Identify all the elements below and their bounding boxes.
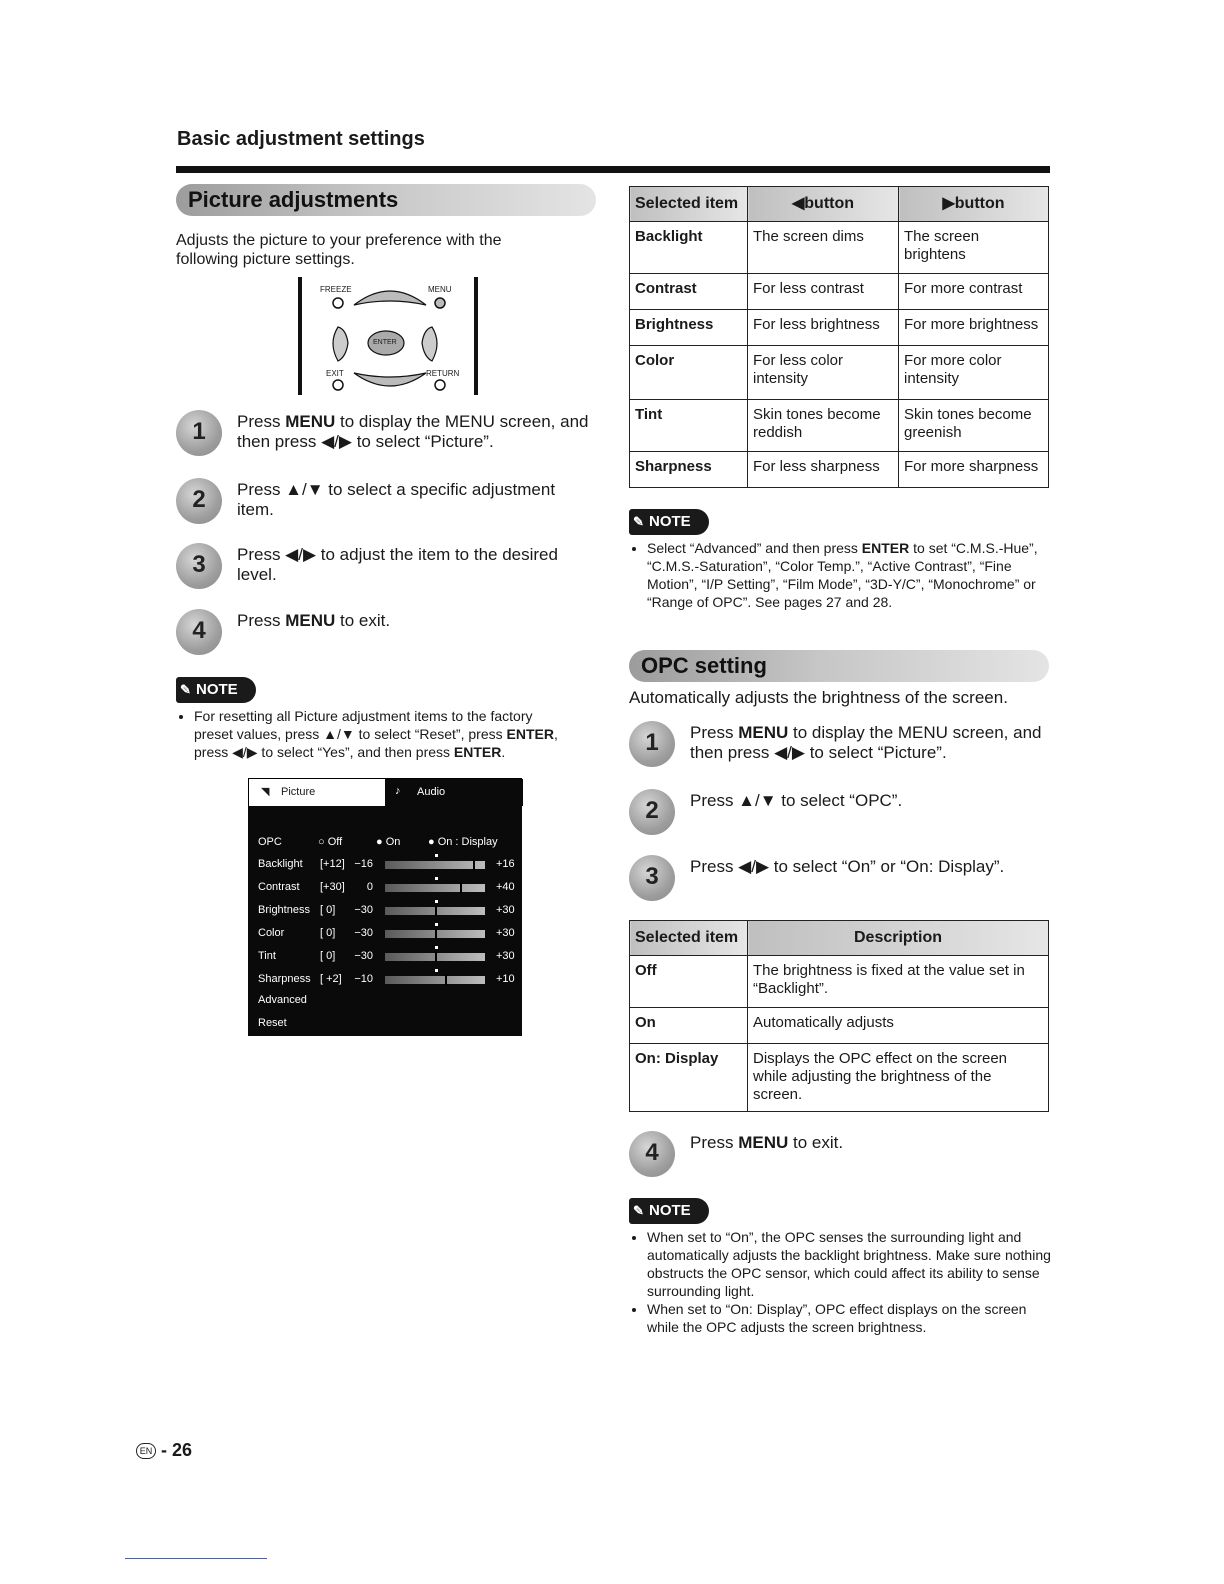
menu-row-min: −30 [354,950,373,962]
picture-note-badge: ✎ NOTE [176,677,256,703]
remote-exit-label: EXIT [326,369,344,378]
menu-row-label[interactable]: Sharpness [258,973,311,985]
header-selected-item: Selected item [630,187,748,222]
table-cell: The screen brightens [899,222,1049,274]
step-3-badge: 3 [176,543,222,589]
menu-row-slider[interactable] [385,953,485,961]
opc-setting-banner [629,650,1049,682]
table-cell: Contrast [630,274,748,310]
table-cell: Color [630,346,748,400]
table-cell: For less sharpness [748,452,899,488]
opc-note-item: • When set to “On”, the OPC senses the surrounding light and automatically adjusts the backlight brightness. Make sure nothing obstructs the OPC sensor, which could affect its ability to sense surrounding light. [647,1228,1054,1300]
header-rule [176,166,1050,173]
menu-row-max: +16 [496,858,515,870]
picture-icon: ◥ [261,786,270,798]
menu-row-slider[interactable] [385,907,485,915]
page-number [136,1440,192,1461]
footer-line [125,1558,267,1559]
table-cell: For more color intensity [899,346,1049,400]
picture-note-item: • For resetting all Picture adjustment items to the factory preset values, press ▲/▼ to select “Reset”, press ENTER, press ◀/▶ to select “Yes”, and then press ENTER. [194,707,601,761]
picture-note [176,707,601,761]
opc-step-1-text: Press MENU to display the MENU screen, and then press ◀/▶ to select “Picture”. [690,723,1042,762]
table-row [630,274,1049,310]
table-row [630,310,1049,346]
table-cell: Sharpness [630,452,748,488]
slider-indicator [473,860,475,870]
header-left-button: ◀button [748,187,899,222]
menu-row-slider[interactable] [385,861,485,869]
menu-reset[interactable]: Reset [258,1017,287,1029]
opc-note-badge: ✎ NOTE [629,1198,709,1224]
table-cell: The brightness is fixed at the value set in “Backlight”. [748,956,1049,1008]
picture-intro-line1: Adjusts the picture to your preference with the [176,232,502,249]
menu-row-label[interactable]: Color [258,927,285,939]
menu-row-min: 0 [366,881,373,893]
opc-option-on[interactable]: ● On [376,836,401,848]
menu-row-max: +40 [496,881,515,893]
picture-intro-line2: following picture settings. [176,251,355,268]
table-cell: Skin tones become greenish [899,400,1049,452]
header-description: Description [748,921,1049,956]
slider-indicator [435,929,437,939]
table-cell: Displays the OPC effect on the screen while adjusting the brightness of the screen. [748,1044,1049,1112]
remote-freeze-label: FREEZE [320,285,352,294]
slider-indicator [435,906,437,916]
slider-center-dot [435,969,438,972]
slider-center-dot [435,923,438,926]
menu-row-current: [ 0] [320,950,336,962]
table-cell: Backlight [630,222,748,274]
menu-row-max: +30 [496,904,515,916]
step-3-text: Press ◀/▶ to adjust the item to the desired level. [237,545,558,584]
section-title: Basic adjustment settings [177,128,425,150]
opc-step-4-text: Press MENU to exit. [690,1133,844,1152]
opc-intro: Automatically adjusts the brightness of the screen. [629,688,1008,707]
step-1-badge: 1 [176,410,222,456]
table-row [630,452,1049,488]
page-number-text: - 26 [161,1440,193,1460]
menu-row-slider[interactable] [385,930,485,938]
opc-step-3-text: Press ◀/▶ to select “On” or “On: Display”. [690,857,1005,876]
opc-step-1-badge: 1 [629,721,675,767]
audio-icon: ♪ [395,785,401,797]
table-cell: On: Display [630,1044,748,1112]
menu-row-min: −10 [354,973,373,985]
opc-note-item: • When set to “On: Display”, OPC effect displays on the screen while the OPC adjusts the screen brightness. [647,1300,1054,1336]
menu-row-slider[interactable] [385,976,485,984]
table-cell: For less contrast [748,274,899,310]
slider-indicator [445,975,447,985]
slider-center-dot [435,877,438,880]
header-selected-item: Selected item [630,921,748,956]
table-row [630,400,1049,452]
menu-advanced[interactable]: Advanced [258,994,307,1006]
table-cell: Off [630,956,748,1008]
opc-option-off[interactable]: ○ Off [318,836,343,848]
table-row [630,346,1049,400]
table-row [630,1008,1049,1044]
table-cell: The screen dims [748,222,899,274]
step-2-badge: 2 [176,478,222,524]
header-right-button: ▶button [899,187,1049,222]
table-cell: For less brightness [748,310,899,346]
menu-row-slider[interactable] [385,884,485,892]
menu-row-max: +30 [496,950,515,962]
menu-row-current: [+30] [320,881,345,893]
opc-step-3-badge: 3 [629,855,675,901]
menu-row-current: [ +2] [320,973,342,985]
opc-option-on-display[interactable]: ● On : Display [428,836,498,848]
table-cell: On [630,1008,748,1044]
table-cell: Brightness [630,310,748,346]
menu-row-max: +10 [496,973,515,985]
menu-row-label[interactable]: Tint [258,950,276,962]
slider-center-dot [435,900,438,903]
step-2-text: Press ▲/▼ to select a specific adjustment item. [237,480,556,519]
opc-table [629,920,1049,1112]
menu-row-min: −30 [354,927,373,939]
menu-row-min: −16 [354,858,373,870]
slider-center-dot [435,946,438,949]
table-cell: For more sharpness [899,452,1049,488]
tab-audio-label: Audio [417,786,446,798]
tab-audio[interactable] [385,779,523,806]
opc-step-2-text: Press ▲/▼ to select “OPC”. [690,791,903,810]
advanced-note [629,539,1049,611]
picture-menu-screen [248,778,522,1036]
opc-step-4-badge: 4 [629,1131,675,1177]
table-cell: Automatically adjusts [748,1008,1049,1044]
menu-row-current: [ 0] [320,927,336,939]
menu-tab-bar [248,778,522,805]
menu-row-current: [ 0] [320,904,336,916]
table-header-row [630,187,1049,222]
opc-row[interactable]: OPC [258,836,282,848]
table-cell: Tint [630,400,748,452]
slider-center-dot [435,854,438,857]
table-cell: For more contrast [899,274,1049,310]
table-row [630,956,1049,1008]
table-cell: For less color intensity [748,346,899,400]
button-effect-table [629,186,1049,488]
pencil-icon: ✎ [633,514,644,529]
opc-step-2-badge: 2 [629,789,675,835]
table-row [630,1044,1049,1112]
step-4-badge: 4 [176,609,222,655]
picture-adjustments-title: Picture adjustments [188,187,399,212]
pencil-icon: ✎ [180,682,191,697]
menu-row-min: −30 [354,904,373,916]
picture-intro [176,231,596,269]
menu-row-label[interactable]: Brightness [258,904,310,916]
remote-return-label: RETURN [426,369,460,378]
picture-adjustments-banner [176,184,596,216]
menu-row-label[interactable]: Contrast [258,881,300,893]
menu-row-max: +30 [496,927,515,939]
table-cell: For more brightness [899,310,1049,346]
slider-indicator [435,952,437,962]
advanced-note-badge: ✎ NOTE [629,509,709,535]
tab-picture-label: Picture [281,786,316,798]
remote-enter-label: ENTER [373,339,397,346]
advanced-note-item: • Select “Advanced” and then press ENTER to set “C.M.S.-Hue”, “C.M.S.-Saturation”, “Color Temp.”, “Active Contrast”, “Fine Motion”, “I/P Setting”, “Film Mode”, “3D-Y/C”, “Monochrome” or “Range of OPC”. See pages 27 and 28. [647,539,1049,611]
menu-row-label[interactable]: Backlight [258,858,303,870]
remote-control-illustration [298,277,484,395]
language-badge: EN [136,1443,156,1459]
slider-indicator [460,883,462,893]
table-header-row [630,921,1049,956]
step-4-text: Press MENU to exit. [237,611,391,630]
tab-picture[interactable] [249,779,385,806]
opc-setting-title: OPC setting [641,653,767,678]
table-row [630,222,1049,274]
menu-row-current: [+12] [320,858,345,870]
step-1-text: Press MENU to display the MENU screen, and then press ◀/▶ to select “Picture”. [237,412,589,451]
opc-notes [629,1228,1054,1336]
pencil-icon: ✎ [633,1203,644,1218]
table-cell: Skin tones become reddish [748,400,899,452]
remote-menu-label: MENU [428,285,452,294]
